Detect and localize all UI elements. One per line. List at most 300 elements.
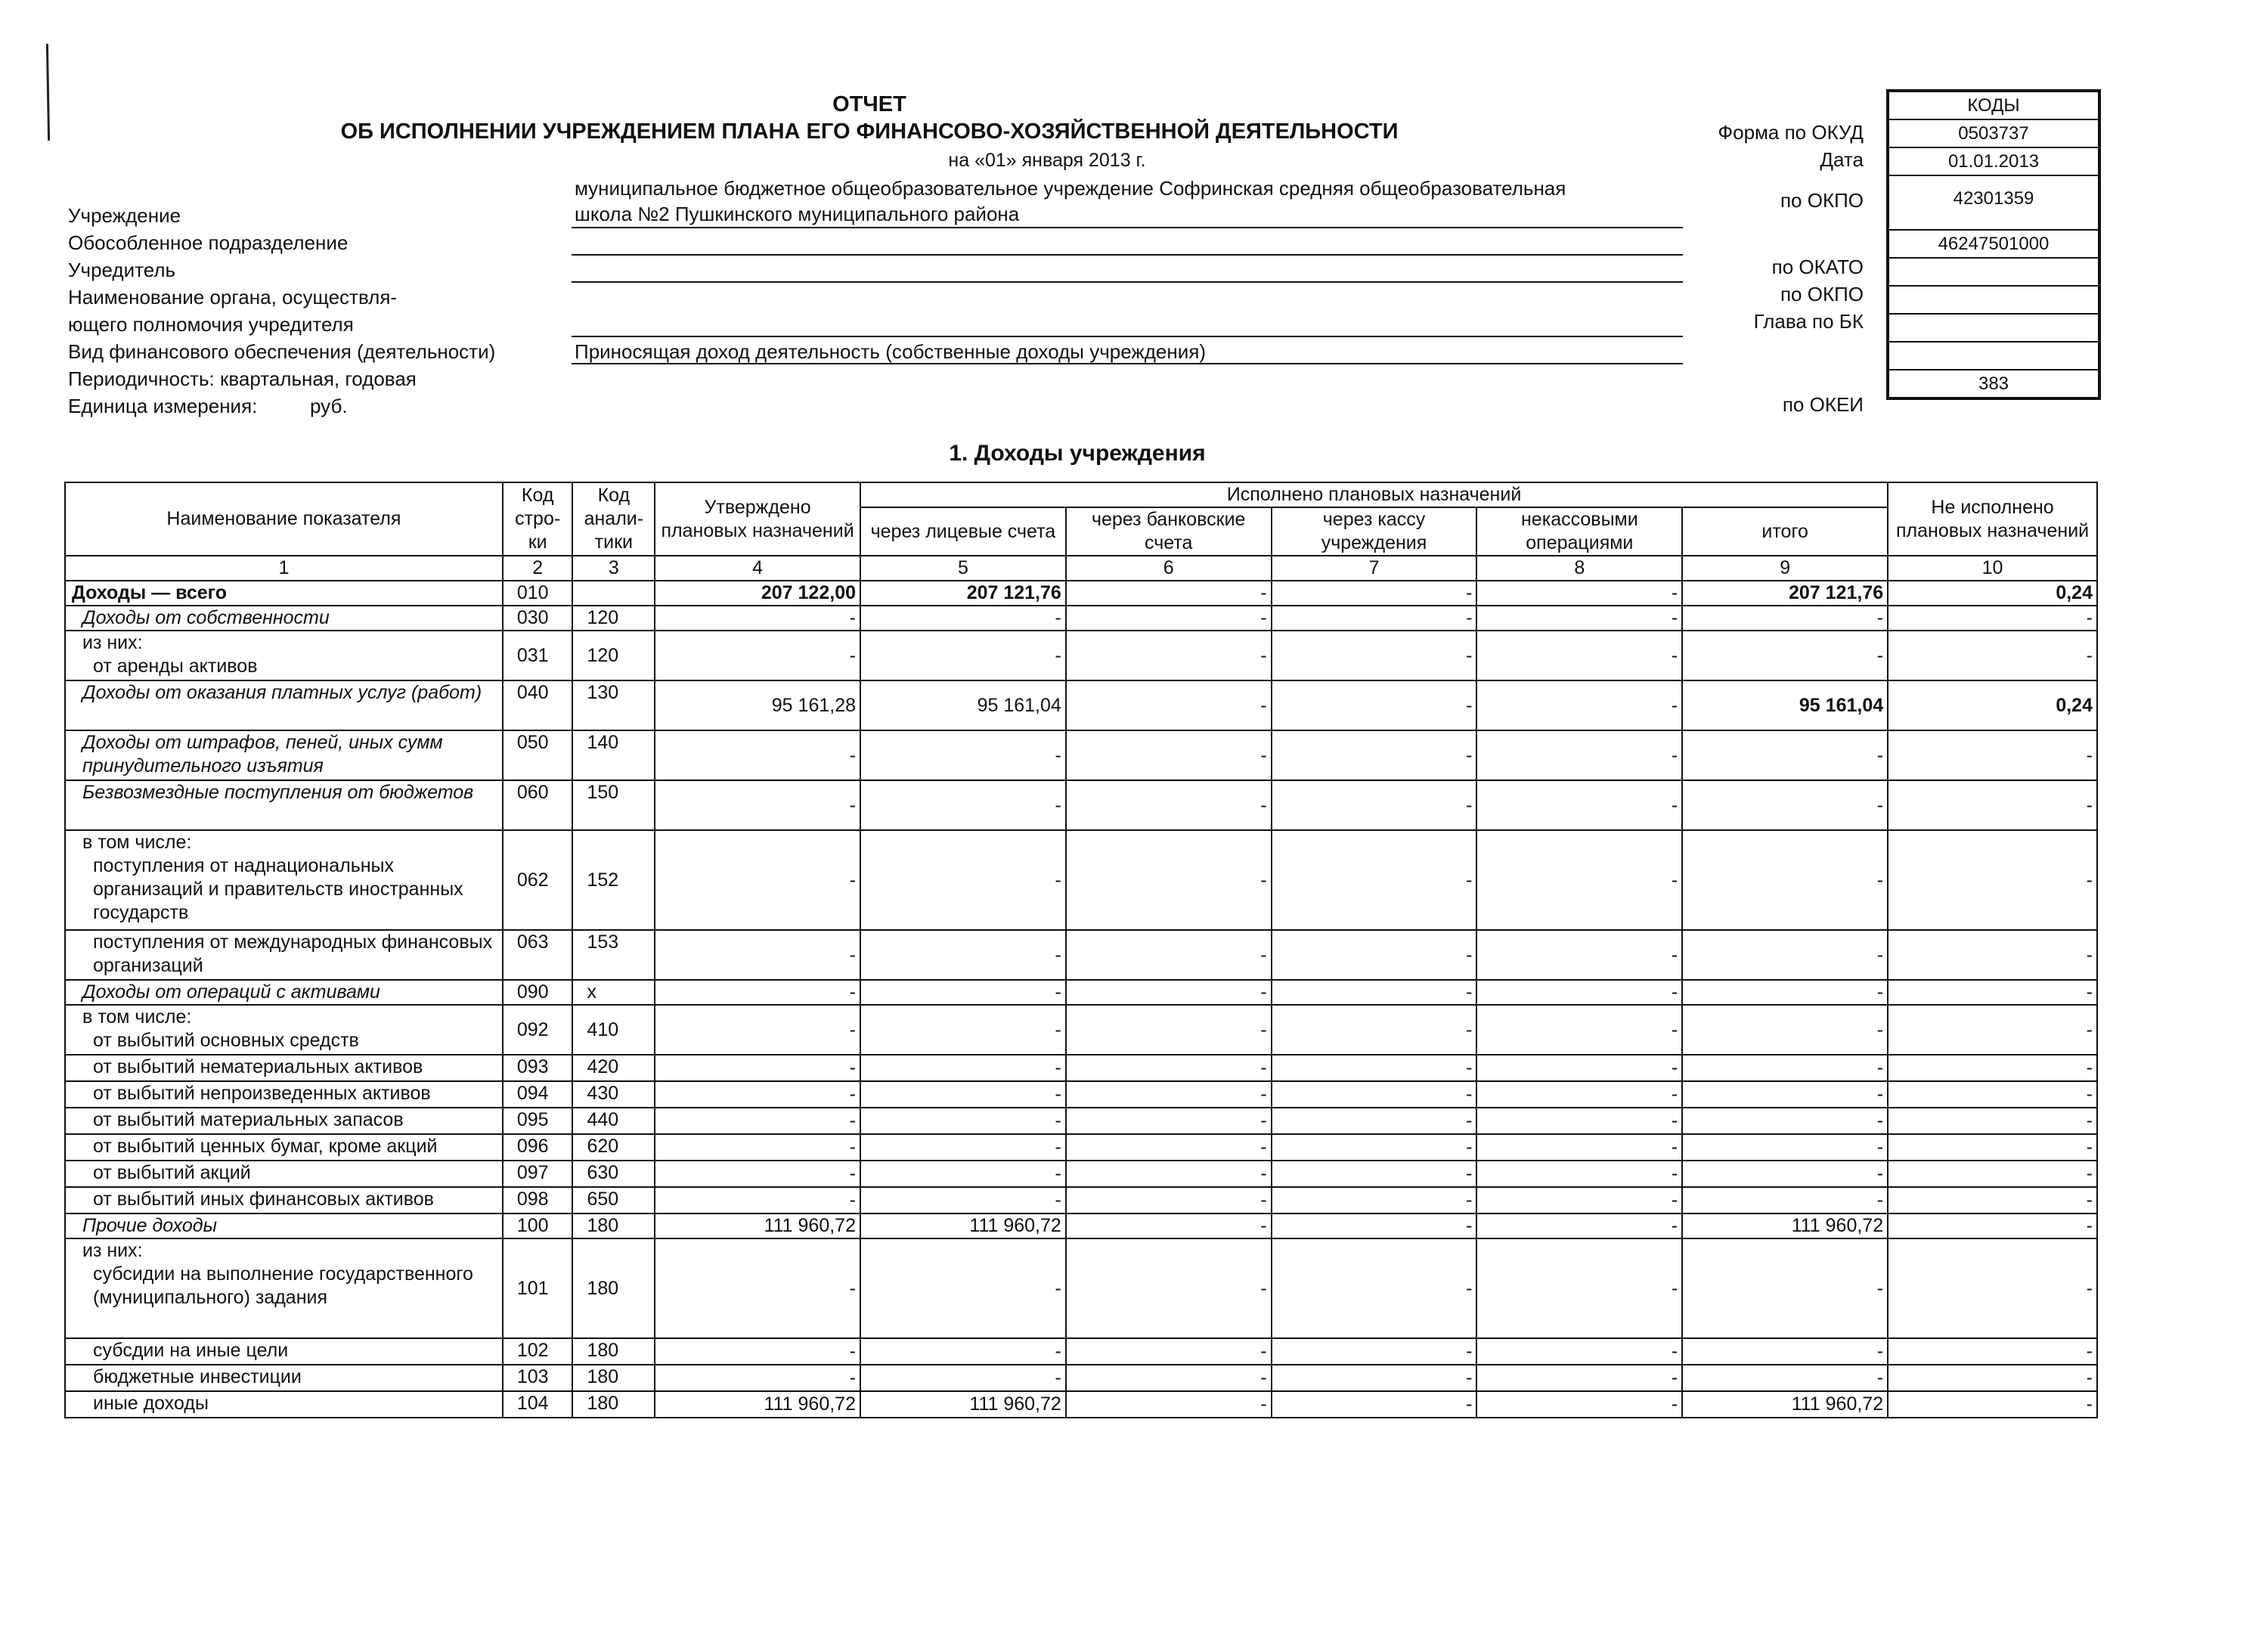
row-value-col8: - bbox=[1476, 930, 1682, 980]
row-analytic-code: 430 bbox=[572, 1081, 655, 1108]
okpo-code: 42301359 bbox=[1889, 176, 2098, 231]
table-row bbox=[65, 1134, 2097, 1161]
row-code: 063 bbox=[503, 930, 573, 980]
row-value-col8: - bbox=[1476, 1081, 1682, 1108]
unit-label: Единица измерения: bbox=[68, 395, 258, 417]
table-row bbox=[65, 930, 2097, 980]
row-code: 104 bbox=[503, 1391, 573, 1418]
row-value-col6: - bbox=[1066, 606, 1272, 631]
row-value-col8: - bbox=[1476, 581, 1682, 606]
row-analytic-code: 180 bbox=[572, 1214, 655, 1238]
row-value-col6: - bbox=[1066, 1081, 1272, 1108]
row-value-col10: 0,24 bbox=[1888, 581, 2097, 606]
row-name: от выбытий непроизведенных активов bbox=[65, 1081, 503, 1108]
header-name: Наименование показателя bbox=[65, 482, 503, 556]
periodicity-label: Периодичность: квартальная, годовая bbox=[68, 367, 417, 390]
row-name: Прочие доходы bbox=[65, 1214, 503, 1238]
row-value-col6: - bbox=[1066, 1365, 1272, 1391]
header-via-cash: через кассу учреждения bbox=[1272, 507, 1477, 556]
col-num: 6 bbox=[1066, 556, 1272, 581]
institution-underline bbox=[572, 227, 1683, 228]
row-value-col8: - bbox=[1476, 631, 1682, 680]
row-value-col4: - bbox=[655, 830, 860, 930]
row-analytic-code: 180 bbox=[572, 1238, 655, 1338]
row-value-col6: - bbox=[1066, 1238, 1272, 1338]
header-total: итого bbox=[1682, 507, 1888, 556]
header-via-bank: через банковские счета bbox=[1066, 507, 1272, 556]
row-value-col6: - bbox=[1066, 1391, 1272, 1418]
row-value-col9: - bbox=[1682, 1108, 1888, 1134]
row-value-col6: - bbox=[1066, 1005, 1272, 1055]
row-code: 050 bbox=[503, 730, 573, 780]
row-value-col5: - bbox=[860, 930, 1066, 980]
okato-code: 46247501000 bbox=[1889, 231, 2098, 259]
row-name bbox=[65, 631, 503, 680]
table-row bbox=[65, 1055, 2097, 1081]
row-name-prefix: из них: bbox=[82, 1240, 143, 1261]
row-value-col4: - bbox=[655, 930, 860, 980]
row-value-col7: - bbox=[1272, 780, 1477, 830]
row-name-prefix: в том числе: bbox=[82, 832, 192, 853]
row-value-col5: - bbox=[860, 1005, 1066, 1055]
header-executed: Исполнено плановых назначений bbox=[860, 482, 1888, 507]
institution-value bbox=[575, 175, 1678, 227]
table-row bbox=[65, 1081, 2097, 1108]
row-value-col7: - bbox=[1272, 730, 1477, 780]
row-value-col6: - bbox=[1066, 930, 1272, 980]
row-value-col9: - bbox=[1682, 1055, 1888, 1081]
table-row bbox=[65, 1005, 2097, 1055]
row-value-col5: 95 161,04 bbox=[860, 680, 1066, 730]
row-code: 060 bbox=[503, 780, 573, 830]
row-analytic-code: 180 bbox=[572, 1365, 655, 1391]
row-code: 031 bbox=[503, 631, 573, 680]
row-value-col10: - bbox=[1888, 1238, 2097, 1338]
row-analytic-code: 120 bbox=[572, 606, 655, 631]
row-value-col9: - bbox=[1682, 930, 1888, 980]
row-value-col10: - bbox=[1888, 1214, 2097, 1238]
table-row bbox=[65, 581, 2097, 606]
col-num: 8 bbox=[1476, 556, 1682, 581]
row-value-col7: - bbox=[1272, 1338, 1477, 1365]
row-code: 101 bbox=[503, 1238, 573, 1338]
row-name-text: от аренды активов bbox=[93, 656, 258, 677]
unit-value: руб. bbox=[310, 395, 348, 417]
institution-label: Учреждение bbox=[68, 204, 181, 227]
row-name: Доходы от собственности bbox=[65, 606, 503, 631]
row-value-col9: 111 960,72 bbox=[1682, 1214, 1888, 1238]
row-name: поступления от международных финансовых организаций bbox=[65, 930, 503, 980]
header-row-code: Код стро- ки bbox=[503, 482, 573, 556]
table-row bbox=[65, 1365, 2097, 1391]
row-value-col4: - bbox=[655, 1005, 860, 1055]
row-code: 010 bbox=[503, 581, 573, 606]
row-value-col10: - bbox=[1888, 1187, 2097, 1214]
row-value-col9: - bbox=[1682, 1081, 1888, 1108]
row-value-col5: - bbox=[860, 1134, 1066, 1161]
okpo-label: по ОКПО bbox=[1780, 189, 1864, 212]
row-value-col6: - bbox=[1066, 680, 1272, 730]
row-name: иные доходы bbox=[65, 1391, 503, 1418]
row-value-col8: - bbox=[1476, 730, 1682, 780]
row-code: 096 bbox=[503, 1134, 573, 1161]
authority-label-line2: ющего полномочия учредителя bbox=[68, 313, 354, 336]
row-name: субсдии на иные цели bbox=[65, 1338, 503, 1365]
okei-code: 383 bbox=[1978, 374, 2009, 394]
row-value-col10: 0,24 bbox=[1888, 680, 2097, 730]
table-row bbox=[65, 1187, 2097, 1214]
row-value-col5: - bbox=[860, 830, 1066, 930]
row-analytic-code: 630 bbox=[572, 1161, 655, 1187]
table-row bbox=[65, 1238, 2097, 1338]
okato-label: по ОКАТО bbox=[1771, 256, 1864, 278]
row-name: Доходы от штрафов, пеней, иных сумм принудительного изъятия bbox=[65, 730, 503, 780]
okud-code: 0503737 bbox=[1889, 120, 2098, 148]
row-value-col8: - bbox=[1476, 606, 1682, 631]
row-value-col9: - bbox=[1682, 780, 1888, 830]
institution-value-line2: школа №2 Пушкинского муниципального района bbox=[575, 203, 1020, 225]
row-value-col6: - bbox=[1066, 1338, 1272, 1365]
row-analytic-code bbox=[572, 581, 655, 606]
row-value-col8: - bbox=[1476, 1108, 1682, 1134]
row-value-col7: - bbox=[1272, 1365, 1477, 1391]
col-num: 10 bbox=[1888, 556, 2097, 581]
row-value-col7: - bbox=[1272, 1108, 1477, 1134]
col-num: 4 bbox=[655, 556, 860, 581]
row-code: 090 bbox=[503, 980, 573, 1005]
report-title: ОТЧЕТ bbox=[832, 92, 906, 116]
report-date: на «01» января 2013 г. bbox=[948, 150, 1146, 171]
row-code: 092 bbox=[503, 1005, 573, 1055]
row-analytic-code: 420 bbox=[572, 1055, 655, 1081]
row-value-col5: 207 121,76 bbox=[860, 581, 1066, 606]
row-value-col8: - bbox=[1476, 1187, 1682, 1214]
row-name bbox=[65, 1238, 503, 1338]
col-num: 3 bbox=[572, 556, 655, 581]
row-code: 103 bbox=[503, 1365, 573, 1391]
row-value-col9: - bbox=[1682, 980, 1888, 1005]
row-value-col10: - bbox=[1888, 1134, 2097, 1161]
institution-value-line1: муниципальное бюджетное общеобразовательное учреждение Софринская средняя общеобразовательная bbox=[575, 177, 1566, 200]
row-name bbox=[65, 1005, 503, 1055]
row-value-col10: - bbox=[1888, 730, 2097, 780]
row-name-prefix: из них: bbox=[82, 632, 143, 653]
row-analytic-code: 153 bbox=[572, 930, 655, 980]
row-value-col6: - bbox=[1066, 1134, 1272, 1161]
income-table bbox=[64, 482, 2098, 1418]
codes-header: КОДЫ bbox=[1889, 92, 2098, 120]
okpo-label-2: по ОКПО bbox=[1780, 283, 1864, 305]
row-value-col4: - bbox=[655, 606, 860, 631]
row-code: 100 bbox=[503, 1214, 573, 1238]
row-value-col10: - bbox=[1888, 1108, 2097, 1134]
row-value-col8: - bbox=[1476, 1005, 1682, 1055]
authority-underline bbox=[572, 336, 1683, 337]
row-name-prefix: в том числе: bbox=[82, 1006, 192, 1028]
row-value-col5: - bbox=[860, 1187, 1066, 1214]
col-num: 5 bbox=[860, 556, 1066, 581]
row-code: 095 bbox=[503, 1108, 573, 1134]
row-value-col4: - bbox=[655, 631, 860, 680]
row-value-col4: 207 122,00 bbox=[655, 581, 860, 606]
row-value-col8: - bbox=[1476, 780, 1682, 830]
row-name-text: субсидии на выполнение государственного (муниципального) задания bbox=[93, 1263, 473, 1308]
row-value-col6: - bbox=[1066, 1187, 1272, 1214]
row-value-col6: - bbox=[1066, 631, 1272, 680]
row-analytic-code: 410 bbox=[572, 1005, 655, 1055]
table-row bbox=[65, 830, 2097, 930]
bk-code bbox=[1889, 287, 2098, 315]
row-value-col5: - bbox=[860, 1161, 1066, 1187]
row-name: Доходы — всего bbox=[65, 581, 503, 606]
row-value-col6: - bbox=[1066, 980, 1272, 1005]
financing-label: Вид финансового обеспечения (деятельности) bbox=[68, 340, 496, 363]
row-value-col9: - bbox=[1682, 1134, 1888, 1161]
table-row bbox=[65, 606, 2097, 631]
row-value-col5: - bbox=[860, 631, 1066, 680]
founder-label: Учредитель bbox=[68, 259, 176, 281]
row-value-col6: - bbox=[1066, 780, 1272, 830]
row-value-col9: - bbox=[1682, 1365, 1888, 1391]
row-value-col9: - bbox=[1682, 730, 1888, 780]
row-value-col5: 111 960,72 bbox=[860, 1391, 1066, 1418]
row-value-col8: - bbox=[1476, 1238, 1682, 1338]
table-row bbox=[65, 1161, 2097, 1187]
row-code: 097 bbox=[503, 1161, 573, 1187]
row-value-col5: - bbox=[860, 1081, 1066, 1108]
row-value-col4: 111 960,72 bbox=[655, 1391, 860, 1418]
row-value-col10: - bbox=[1888, 1081, 2097, 1108]
table-row bbox=[65, 780, 2097, 830]
row-value-col8: - bbox=[1476, 680, 1682, 730]
table-row bbox=[65, 680, 2097, 730]
table-row bbox=[65, 1338, 2097, 1365]
row-value-col6: - bbox=[1066, 730, 1272, 780]
row-name-text: поступления от наднациональных организаций и правительств иностранных государств bbox=[93, 855, 463, 923]
row-name: от выбытий нематериальных активов bbox=[65, 1055, 503, 1081]
row-value-col10: - bbox=[1888, 1161, 2097, 1187]
row-value-col7: - bbox=[1272, 930, 1477, 980]
row-value-col6: - bbox=[1066, 830, 1272, 930]
row-value-col8: - bbox=[1476, 980, 1682, 1005]
row-value-col4: - bbox=[655, 1187, 860, 1214]
row-value-col10: - bbox=[1888, 980, 2097, 1005]
row-value-col9: 111 960,72 bbox=[1682, 1391, 1888, 1418]
row-value-col10: - bbox=[1888, 930, 2097, 980]
empty-code-1 bbox=[1889, 315, 2098, 343]
row-analytic-code: 120 bbox=[572, 631, 655, 680]
row-analytic-code: 130 bbox=[572, 680, 655, 730]
row-value-col4: - bbox=[655, 980, 860, 1005]
section-title: 1. Доходы учреждения bbox=[949, 441, 1206, 466]
row-value-col7: - bbox=[1272, 1391, 1477, 1418]
row-name: Доходы от оказания платных услуг (работ) bbox=[65, 680, 503, 730]
header-via-personal: через лицевые счета bbox=[860, 507, 1066, 556]
row-value-col5: - bbox=[860, 730, 1066, 780]
row-value-col9: - bbox=[1682, 830, 1888, 930]
row-value-col8: - bbox=[1476, 1391, 1682, 1418]
row-value-col7: - bbox=[1272, 1005, 1477, 1055]
row-code: 040 bbox=[503, 680, 573, 730]
row-name: Безвозмездные поступления от бюджетов bbox=[65, 780, 503, 830]
codes-box bbox=[1886, 89, 2101, 400]
date-code: 01.01.2013 bbox=[1889, 148, 2098, 176]
row-value-col6: - bbox=[1066, 1214, 1272, 1238]
row-value-col9: - bbox=[1682, 1005, 1888, 1055]
subdivision-label: Обособленное подразделение bbox=[68, 231, 349, 254]
col-num: 9 bbox=[1682, 556, 1888, 581]
table-row bbox=[65, 1108, 2097, 1134]
row-value-col9: - bbox=[1682, 631, 1888, 680]
row-value-col5: - bbox=[860, 1055, 1066, 1081]
row-value-col9: - bbox=[1682, 1161, 1888, 1187]
row-value-col8: - bbox=[1476, 1365, 1682, 1391]
row-analytic-code: 180 bbox=[572, 1338, 655, 1365]
row-value-col7: - bbox=[1272, 631, 1477, 680]
row-value-col10: - bbox=[1888, 1005, 2097, 1055]
row-value-col6: - bbox=[1066, 581, 1272, 606]
row-code: 102 bbox=[503, 1338, 573, 1365]
row-value-col10: - bbox=[1888, 1365, 2097, 1391]
row-analytic-code: 140 bbox=[572, 730, 655, 780]
row-value-col7: - bbox=[1272, 1161, 1477, 1187]
row-name: Доходы от операций с активами bbox=[65, 980, 503, 1005]
report-subtitle: ОБ ИСПОЛНЕНИИ УЧРЕЖДЕНИЕМ ПЛАНА ЕГО ФИНАНСОВО-ХОЗЯЙСТВЕННОЙ ДЕЯТЕЛЬНОСТИ bbox=[340, 119, 1399, 144]
table-row bbox=[65, 730, 2097, 780]
row-value-col7: - bbox=[1272, 1187, 1477, 1214]
row-value-col4: 111 960,72 bbox=[655, 1214, 860, 1238]
row-value-col7: - bbox=[1272, 980, 1477, 1005]
row-value-col10: - bbox=[1888, 1391, 2097, 1418]
row-code: 093 bbox=[503, 1055, 573, 1081]
row-analytic-code: 150 bbox=[572, 780, 655, 830]
row-value-col5: 111 960,72 bbox=[860, 1214, 1066, 1238]
date-label: Дата bbox=[1820, 148, 1864, 171]
row-value-col7: - bbox=[1272, 581, 1477, 606]
table-row bbox=[65, 1214, 2097, 1238]
row-value-col9: 207 121,76 bbox=[1682, 581, 1888, 606]
row-value-col7: - bbox=[1272, 1214, 1477, 1238]
row-name: от выбытий иных финансовых активов bbox=[65, 1187, 503, 1214]
row-value-col10: - bbox=[1888, 830, 2097, 930]
row-value-col5: - bbox=[860, 780, 1066, 830]
col-num: 1 bbox=[65, 556, 503, 581]
row-value-col10: - bbox=[1888, 606, 2097, 631]
row-name: от выбытий ценных бумаг, кроме акций bbox=[65, 1134, 503, 1161]
row-analytic-code: x bbox=[572, 980, 655, 1005]
row-code: 062 bbox=[503, 830, 573, 930]
row-value-col7: - bbox=[1272, 830, 1477, 930]
col-num: 7 bbox=[1272, 556, 1477, 581]
authority-label-line1: Наименование органа, осуществля- bbox=[68, 286, 398, 308]
row-value-col8: - bbox=[1476, 1338, 1682, 1365]
founder-underline bbox=[572, 281, 1683, 283]
row-value-col6: - bbox=[1066, 1055, 1272, 1081]
subdivision-underline bbox=[572, 254, 1683, 256]
row-value-col8: - bbox=[1476, 830, 1682, 930]
row-value-col4: - bbox=[655, 1055, 860, 1081]
row-name: бюджетные инвестиции bbox=[65, 1365, 503, 1391]
okpo-code-2 bbox=[1889, 259, 2098, 287]
row-value-col5: - bbox=[860, 1238, 1066, 1338]
row-value-col9: 95 161,04 bbox=[1682, 680, 1888, 730]
row-code: 030 bbox=[503, 606, 573, 631]
table-body bbox=[65, 581, 2097, 1418]
row-value-col9: - bbox=[1682, 1238, 1888, 1338]
row-name: от выбытий акций bbox=[65, 1161, 503, 1187]
row-value-col8: - bbox=[1476, 1134, 1682, 1161]
row-value-col7: - bbox=[1272, 606, 1477, 631]
row-value-col5: - bbox=[860, 1108, 1066, 1134]
row-value-col4: - bbox=[655, 1365, 860, 1391]
row-value-col10: - bbox=[1888, 1338, 2097, 1365]
row-analytic-code: 440 bbox=[572, 1108, 655, 1134]
row-value-col10: - bbox=[1888, 1055, 2097, 1081]
row-value-col4: - bbox=[655, 1108, 860, 1134]
row-value-col4: - bbox=[655, 1338, 860, 1365]
row-value-col4: - bbox=[655, 1161, 860, 1187]
row-value-col9: - bbox=[1682, 1338, 1888, 1365]
header-not-executed: Не исполнено плановых назначений bbox=[1888, 482, 2097, 556]
col-num: 2 bbox=[503, 556, 573, 581]
row-value-col7: - bbox=[1272, 680, 1477, 730]
row-value-col7: - bbox=[1272, 1055, 1477, 1081]
row-value-col4: - bbox=[655, 1238, 860, 1338]
row-value-col8: - bbox=[1476, 1161, 1682, 1187]
financing-underline bbox=[572, 363, 1683, 364]
row-value-col6: - bbox=[1066, 1108, 1272, 1134]
row-analytic-code: 152 bbox=[572, 830, 655, 930]
row-value-col10: - bbox=[1888, 780, 2097, 830]
row-analytic-code: 620 bbox=[572, 1134, 655, 1161]
row-value-col4: - bbox=[655, 730, 860, 780]
row-value-col7: - bbox=[1272, 1134, 1477, 1161]
row-value-col10: - bbox=[1888, 631, 2097, 680]
row-value-col9: - bbox=[1682, 606, 1888, 631]
header-analytic-code: Код анали- тики bbox=[572, 482, 655, 556]
okud-label: Форма по ОКУД bbox=[1718, 121, 1864, 144]
row-value-col9: - bbox=[1682, 1187, 1888, 1214]
row-value-col5: - bbox=[860, 1338, 1066, 1365]
row-value-col4: - bbox=[655, 1081, 860, 1108]
okei-label: по ОКЕИ bbox=[1782, 393, 1864, 416]
row-name-text: от выбытий основных средств bbox=[93, 1030, 359, 1051]
row-value-col8: - bbox=[1476, 1214, 1682, 1238]
row-value-col8: - bbox=[1476, 1055, 1682, 1081]
bk-label: Глава по БК bbox=[1753, 310, 1864, 333]
header-approved: Утверждено плановых назначений bbox=[655, 482, 860, 556]
row-code: 098 bbox=[503, 1187, 573, 1214]
row-value-col5: - bbox=[860, 980, 1066, 1005]
table-row bbox=[65, 631, 2097, 680]
row-value-col5: - bbox=[860, 606, 1066, 631]
row-value-col7: - bbox=[1272, 1081, 1477, 1108]
row-value-col4: 95 161,28 bbox=[655, 680, 860, 730]
row-value-col5: - bbox=[860, 1365, 1066, 1391]
row-value-col4: - bbox=[655, 1134, 860, 1161]
row-name bbox=[65, 830, 503, 930]
row-value-col7: - bbox=[1272, 1238, 1477, 1338]
table-row bbox=[65, 1391, 2097, 1418]
row-value-col6: - bbox=[1066, 1161, 1272, 1187]
row-value-col4: - bbox=[655, 780, 860, 830]
empty-code-2 bbox=[1889, 343, 2098, 370]
row-analytic-code: 650 bbox=[572, 1187, 655, 1214]
row-code: 094 bbox=[503, 1081, 573, 1108]
table-row bbox=[65, 980, 2097, 1005]
header-noncash: некассовыми операциями bbox=[1476, 507, 1682, 556]
row-name: от выбытий материальных запасов bbox=[65, 1108, 503, 1134]
